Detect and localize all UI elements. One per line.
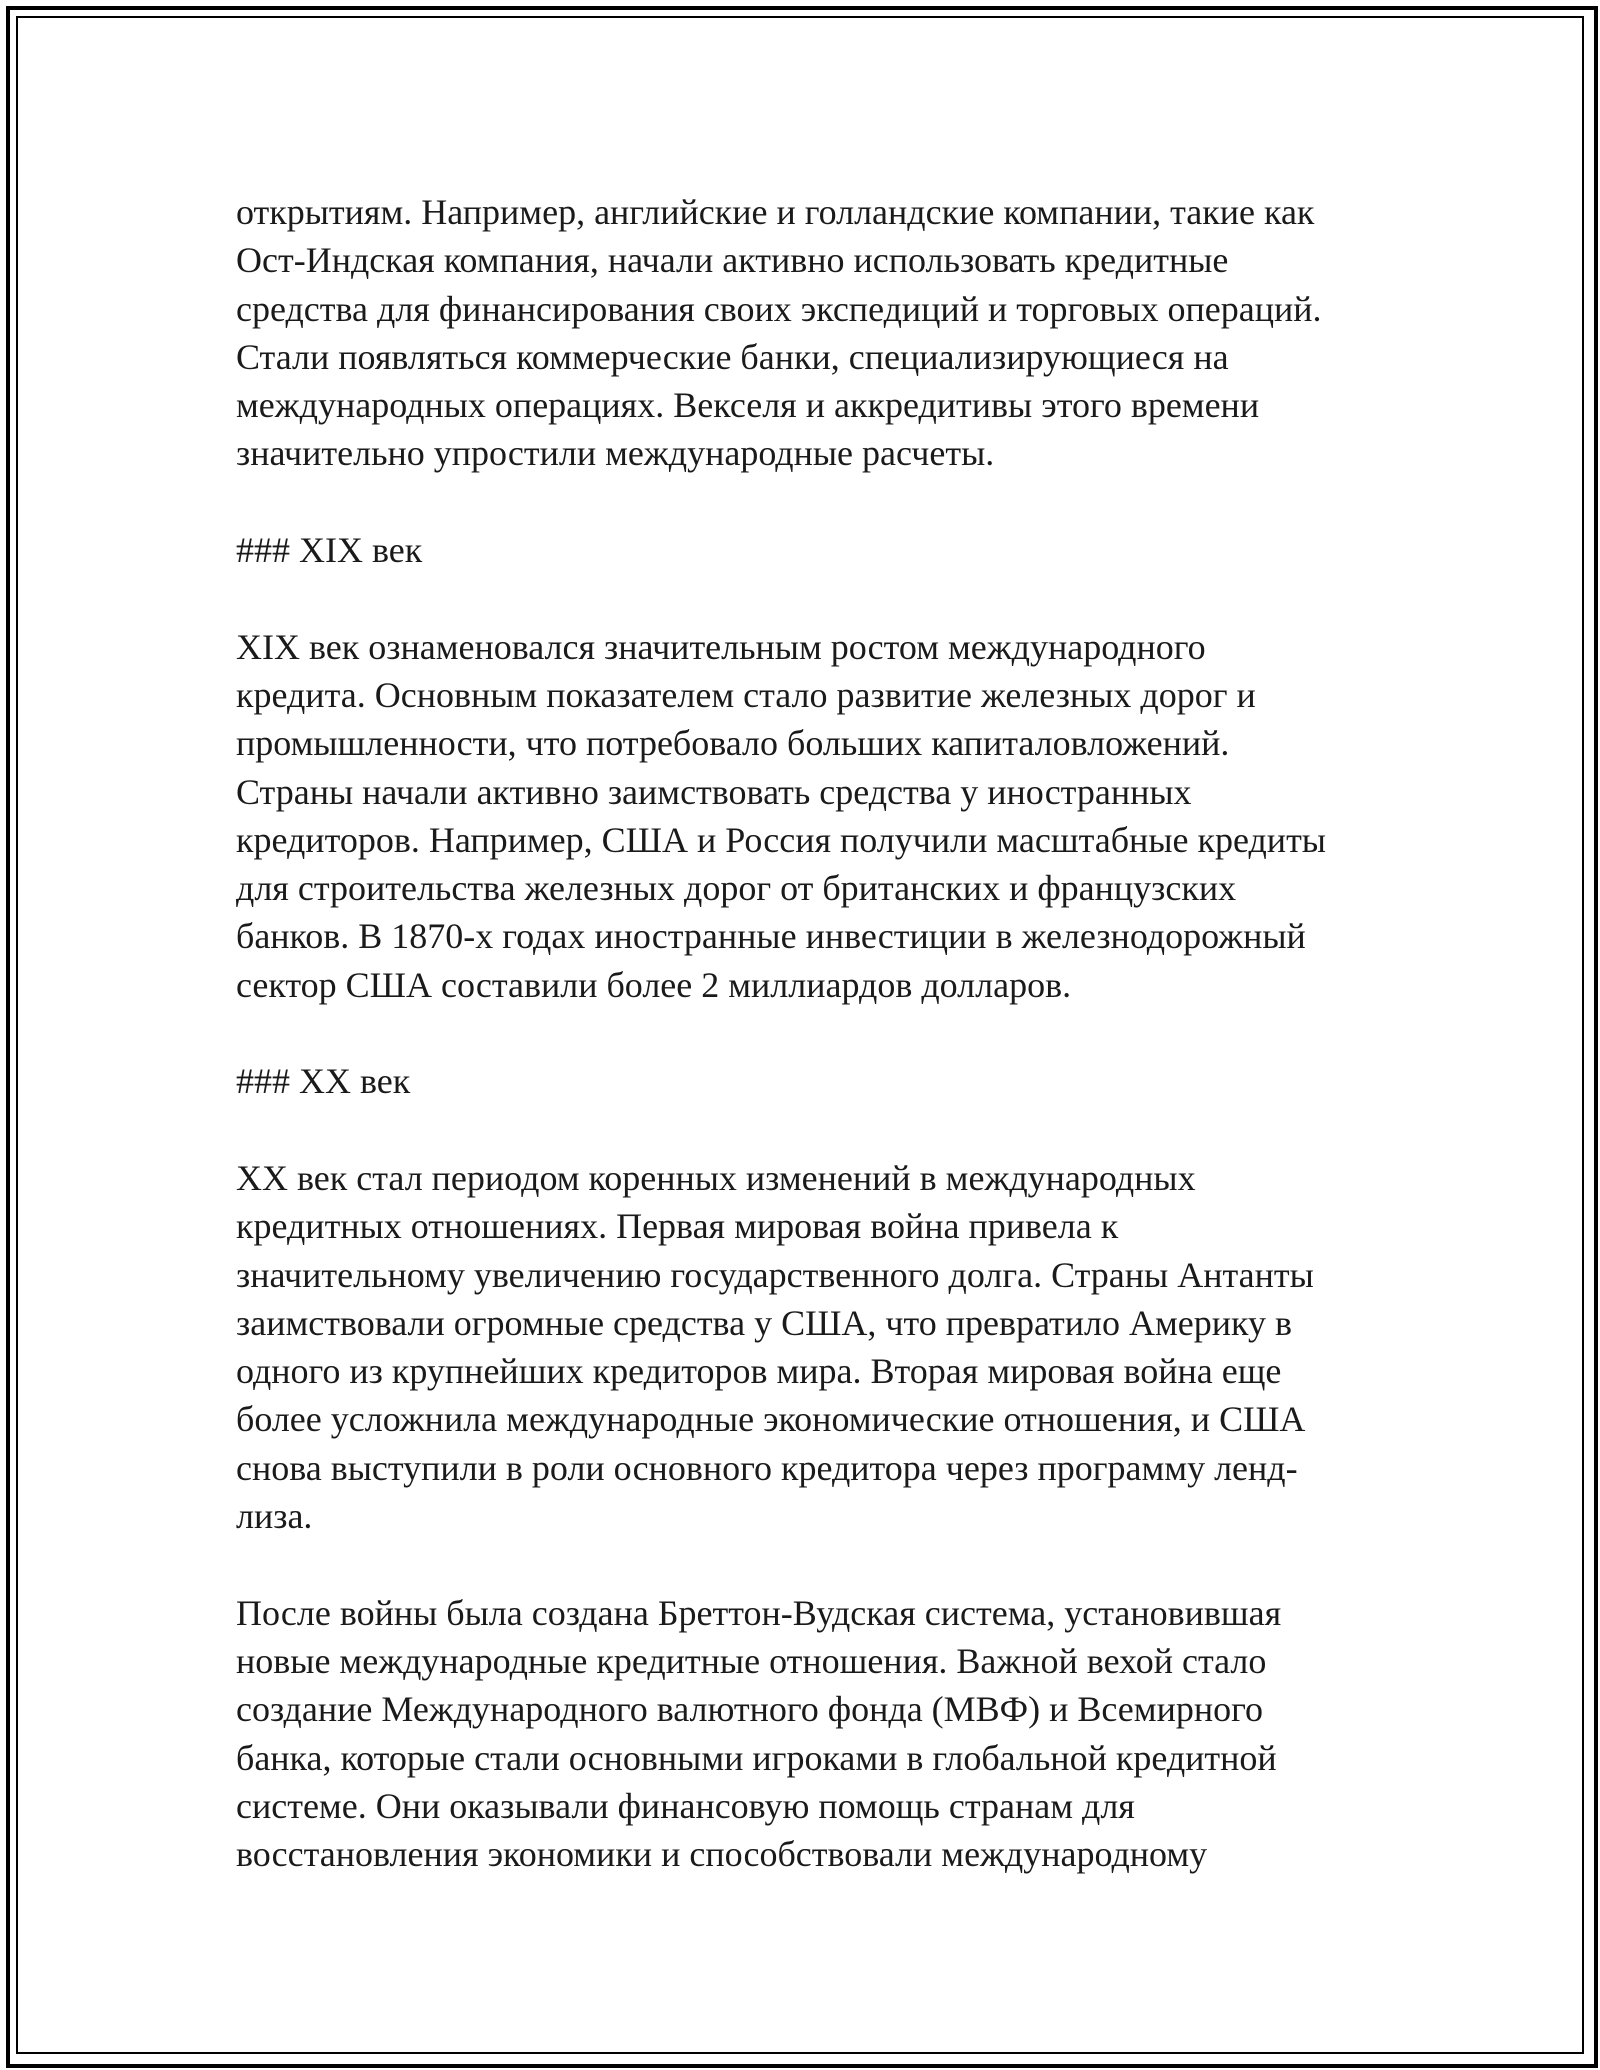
text-line: XX век стал периодом коренных изменений в международных (236, 1157, 1196, 1198)
paragraph-spacer (236, 1106, 1376, 1154)
text-line: кредита. Основным показателем стало развитие железных дорог и (236, 674, 1256, 715)
text-line: XIX век ознаменовался значительным ростом международного (236, 626, 1206, 667)
text-line: системе. Они оказывали финансовую помощь странам для (236, 1785, 1135, 1826)
text-line: для строительства железных дорог от британских и французских (236, 868, 1237, 909)
paragraph-spacer (236, 1009, 1376, 1057)
text-line: банка, которые стали основными игроками в глобальной кредитной (236, 1737, 1277, 1778)
text-line: После войны была создана Бреттон-Вудская система, установившая (236, 1592, 1282, 1633)
text-line: банков. В 1870-х годах иностранные инвестиции в железнодорожный (236, 916, 1306, 957)
text-line: промышленности, что потребовало больших капиталовложений. (236, 723, 1230, 764)
text-line: более усложнила международные экономические отношения, и США (236, 1399, 1306, 1440)
text-line: сектор США составили более 2 миллиардов долларов. (236, 964, 1072, 1005)
text-line: кредиторов. Например, США и Россия получили масштабные кредиты (236, 819, 1326, 860)
text-line: Стали появляться коммерческие банки, специализирующиеся на (236, 336, 1229, 377)
paragraph (236, 188, 1376, 478)
paragraph (236, 1154, 1376, 1540)
text-line: международных операциях. Векселя и аккредитивы этого времени (236, 385, 1260, 426)
text-line: создание Международного валютного фонда (МВФ) и Всемирного (236, 1689, 1263, 1730)
section-heading-xx: ### XX век (236, 1061, 411, 1102)
text-line: Страны начали активно заимствовать средства у иностранных (236, 771, 1192, 812)
paragraph (236, 623, 1376, 1009)
text-line: восстановления экономики и способствовали международному (236, 1834, 1208, 1875)
text-line: кредитных отношениях. Первая мировая война привела к (236, 1206, 1119, 1247)
document-body (236, 188, 1376, 1878)
text-line: значительному увеличению государственного долга. Страны Антанты (236, 1254, 1314, 1295)
text-line: средства для финансирования своих экспедиций и торговых операций. (236, 288, 1322, 329)
text-line: открытиям. Например, английские и голландские компании, такие как (236, 192, 1315, 232)
paragraph-spacer (236, 478, 1376, 526)
text-line: Ост-Индская компания, начали активно использовать кредитные (236, 240, 1229, 281)
text-line: одного из крупнейших кредиторов мира. Вторая мировая война еще (236, 1351, 1282, 1392)
text-line: заимствовали огромные средства у США, что превратило Америку в (236, 1302, 1293, 1343)
text-line: новые международные кредитные отношения. Важной вехой стало (236, 1640, 1267, 1681)
paragraph-spacer (236, 1540, 1376, 1588)
text-line: лиза. (236, 1496, 313, 1537)
text-line: значительно упростили международные расчеты. (236, 433, 995, 474)
paragraph-spacer (236, 574, 1376, 622)
section-heading-xix: ### XIX век (236, 530, 423, 571)
paragraph (236, 1589, 1376, 1879)
text-line: снова выступили в роли основного кредитора через программу ленд- (236, 1447, 1298, 1488)
